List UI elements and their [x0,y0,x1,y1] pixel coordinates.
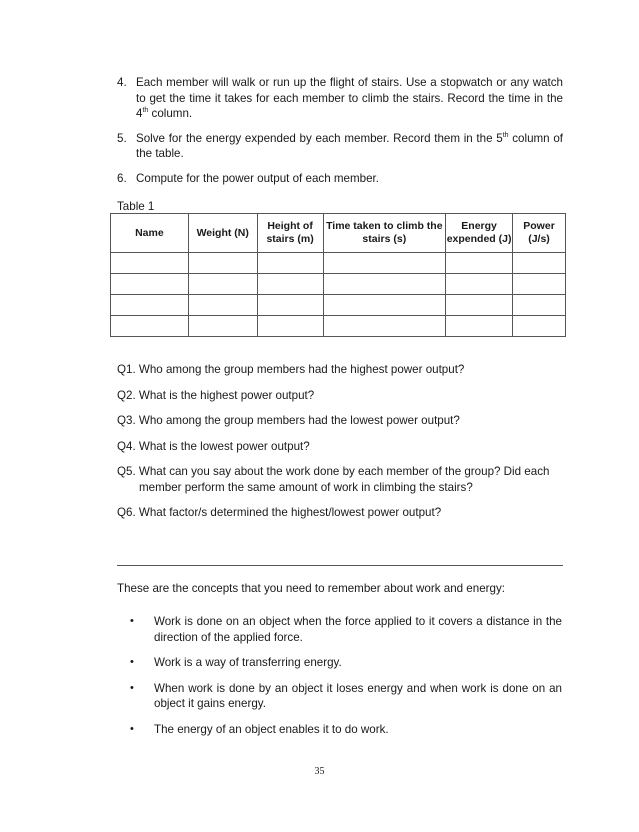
question-text-continued: member perform the same amount of work in climbing the stairs? [139,480,473,494]
table-cell[interactable] [111,316,189,337]
table-cell[interactable] [323,274,446,295]
column-header-weight: Weight (N) [188,214,257,253]
table-cell[interactable] [111,295,189,316]
procedure-step [117,75,563,122]
bullet-icon: • [130,722,134,735]
table-row [111,253,566,274]
concept-text: The energy of an object enables it to do work. [154,722,389,736]
table-cell[interactable] [446,274,513,295]
concept-item [130,722,562,738]
table-cell[interactable] [323,295,446,316]
question-text: Q3. Who among the group members had the lowest power output? [117,414,460,427]
question-list [117,362,567,531]
data-table [110,213,566,337]
section-divider [117,565,563,566]
table-cell[interactable] [513,253,566,274]
table-row [111,316,566,337]
table-cell[interactable] [111,274,189,295]
concept-text: Work is a way of transferring energy. [154,656,342,669]
step-number: 5. [117,131,127,145]
concept-item [130,681,562,712]
question-item [117,388,567,404]
question-item [117,505,567,521]
column-header-time: Time taken to climb the stairs (s) [323,214,446,253]
table-cell[interactable] [111,253,189,274]
table-cell[interactable] [257,274,323,295]
table-cell[interactable] [188,274,257,295]
question-item [117,362,567,378]
table-cell[interactable] [446,253,513,274]
question-item [117,413,567,429]
table-cell[interactable] [323,253,446,274]
table-cell[interactable] [257,316,323,337]
procedure-steps [117,75,563,195]
question-item [117,464,567,495]
table-cell[interactable] [257,295,323,316]
column-header-name: Name [111,214,189,253]
step-text: Compute for the power output of each member. [136,171,379,185]
concept-item [130,614,562,645]
question-text: Q4. What is the lowest power output? [117,439,310,453]
procedure-step [117,131,563,162]
step-text: Each member will walk or run up the flight of stairs. Use a stopwatch or any watch to get the time it takes for each member to climb the stairs. Record the time in the 4th column. [136,76,563,120]
ordinal-suffix: th [502,131,509,139]
column-header-energy: Energy expended (J) [446,214,513,253]
bullet-icon: • [130,681,134,694]
table-cell[interactable] [446,295,513,316]
table-cell[interactable] [188,295,257,316]
table-cell[interactable] [257,253,323,274]
question-text: Q6. What factor/s determined the highest/lowest power output? [117,506,442,519]
table-row [111,274,566,295]
step-number: 4. [117,76,127,89]
step-text: Solve for the energy expended by each member. Record them in the 5th column of the table. [136,131,563,160]
table-cell[interactable] [323,316,446,337]
table-cell[interactable] [188,316,257,337]
question-item [117,439,567,455]
concepts-intro: These are the concepts that you need to remember about work and energy: [117,582,505,595]
concept-text: Work is done on an object when the force applied to it covers a distance in the direction of the applied force. [154,615,562,644]
question-text: Q1. Who among the group members had the highest power output? [117,363,465,376]
table-row [111,295,566,316]
ordinal-suffix: th [142,107,149,115]
question-text: Q5. What can you say about the work done by each member of the group? Did each [117,465,550,478]
bullet-icon: • [130,615,134,627]
column-header-height: Height of stairs (m) [257,214,323,253]
table-cell[interactable] [513,274,566,295]
page-number: 35 [314,766,325,777]
table-cell[interactable] [513,316,566,337]
question-text: Q2. What is the highest power output? [117,388,315,402]
column-header-power: Power (J/s) [513,214,566,253]
concept-text: When work is done by an object it loses energy and when work is done on an object it gains energy. [154,681,562,710]
table-header-row [111,214,566,253]
table-cell[interactable] [513,295,566,316]
table-cell[interactable] [446,316,513,337]
step-number: 6. [117,171,127,185]
table-caption: Table 1 [117,200,155,213]
table-cell[interactable] [188,253,257,274]
bullet-icon: • [130,656,134,668]
concept-item [130,655,562,671]
concept-list [130,614,562,747]
procedure-step [117,171,563,187]
